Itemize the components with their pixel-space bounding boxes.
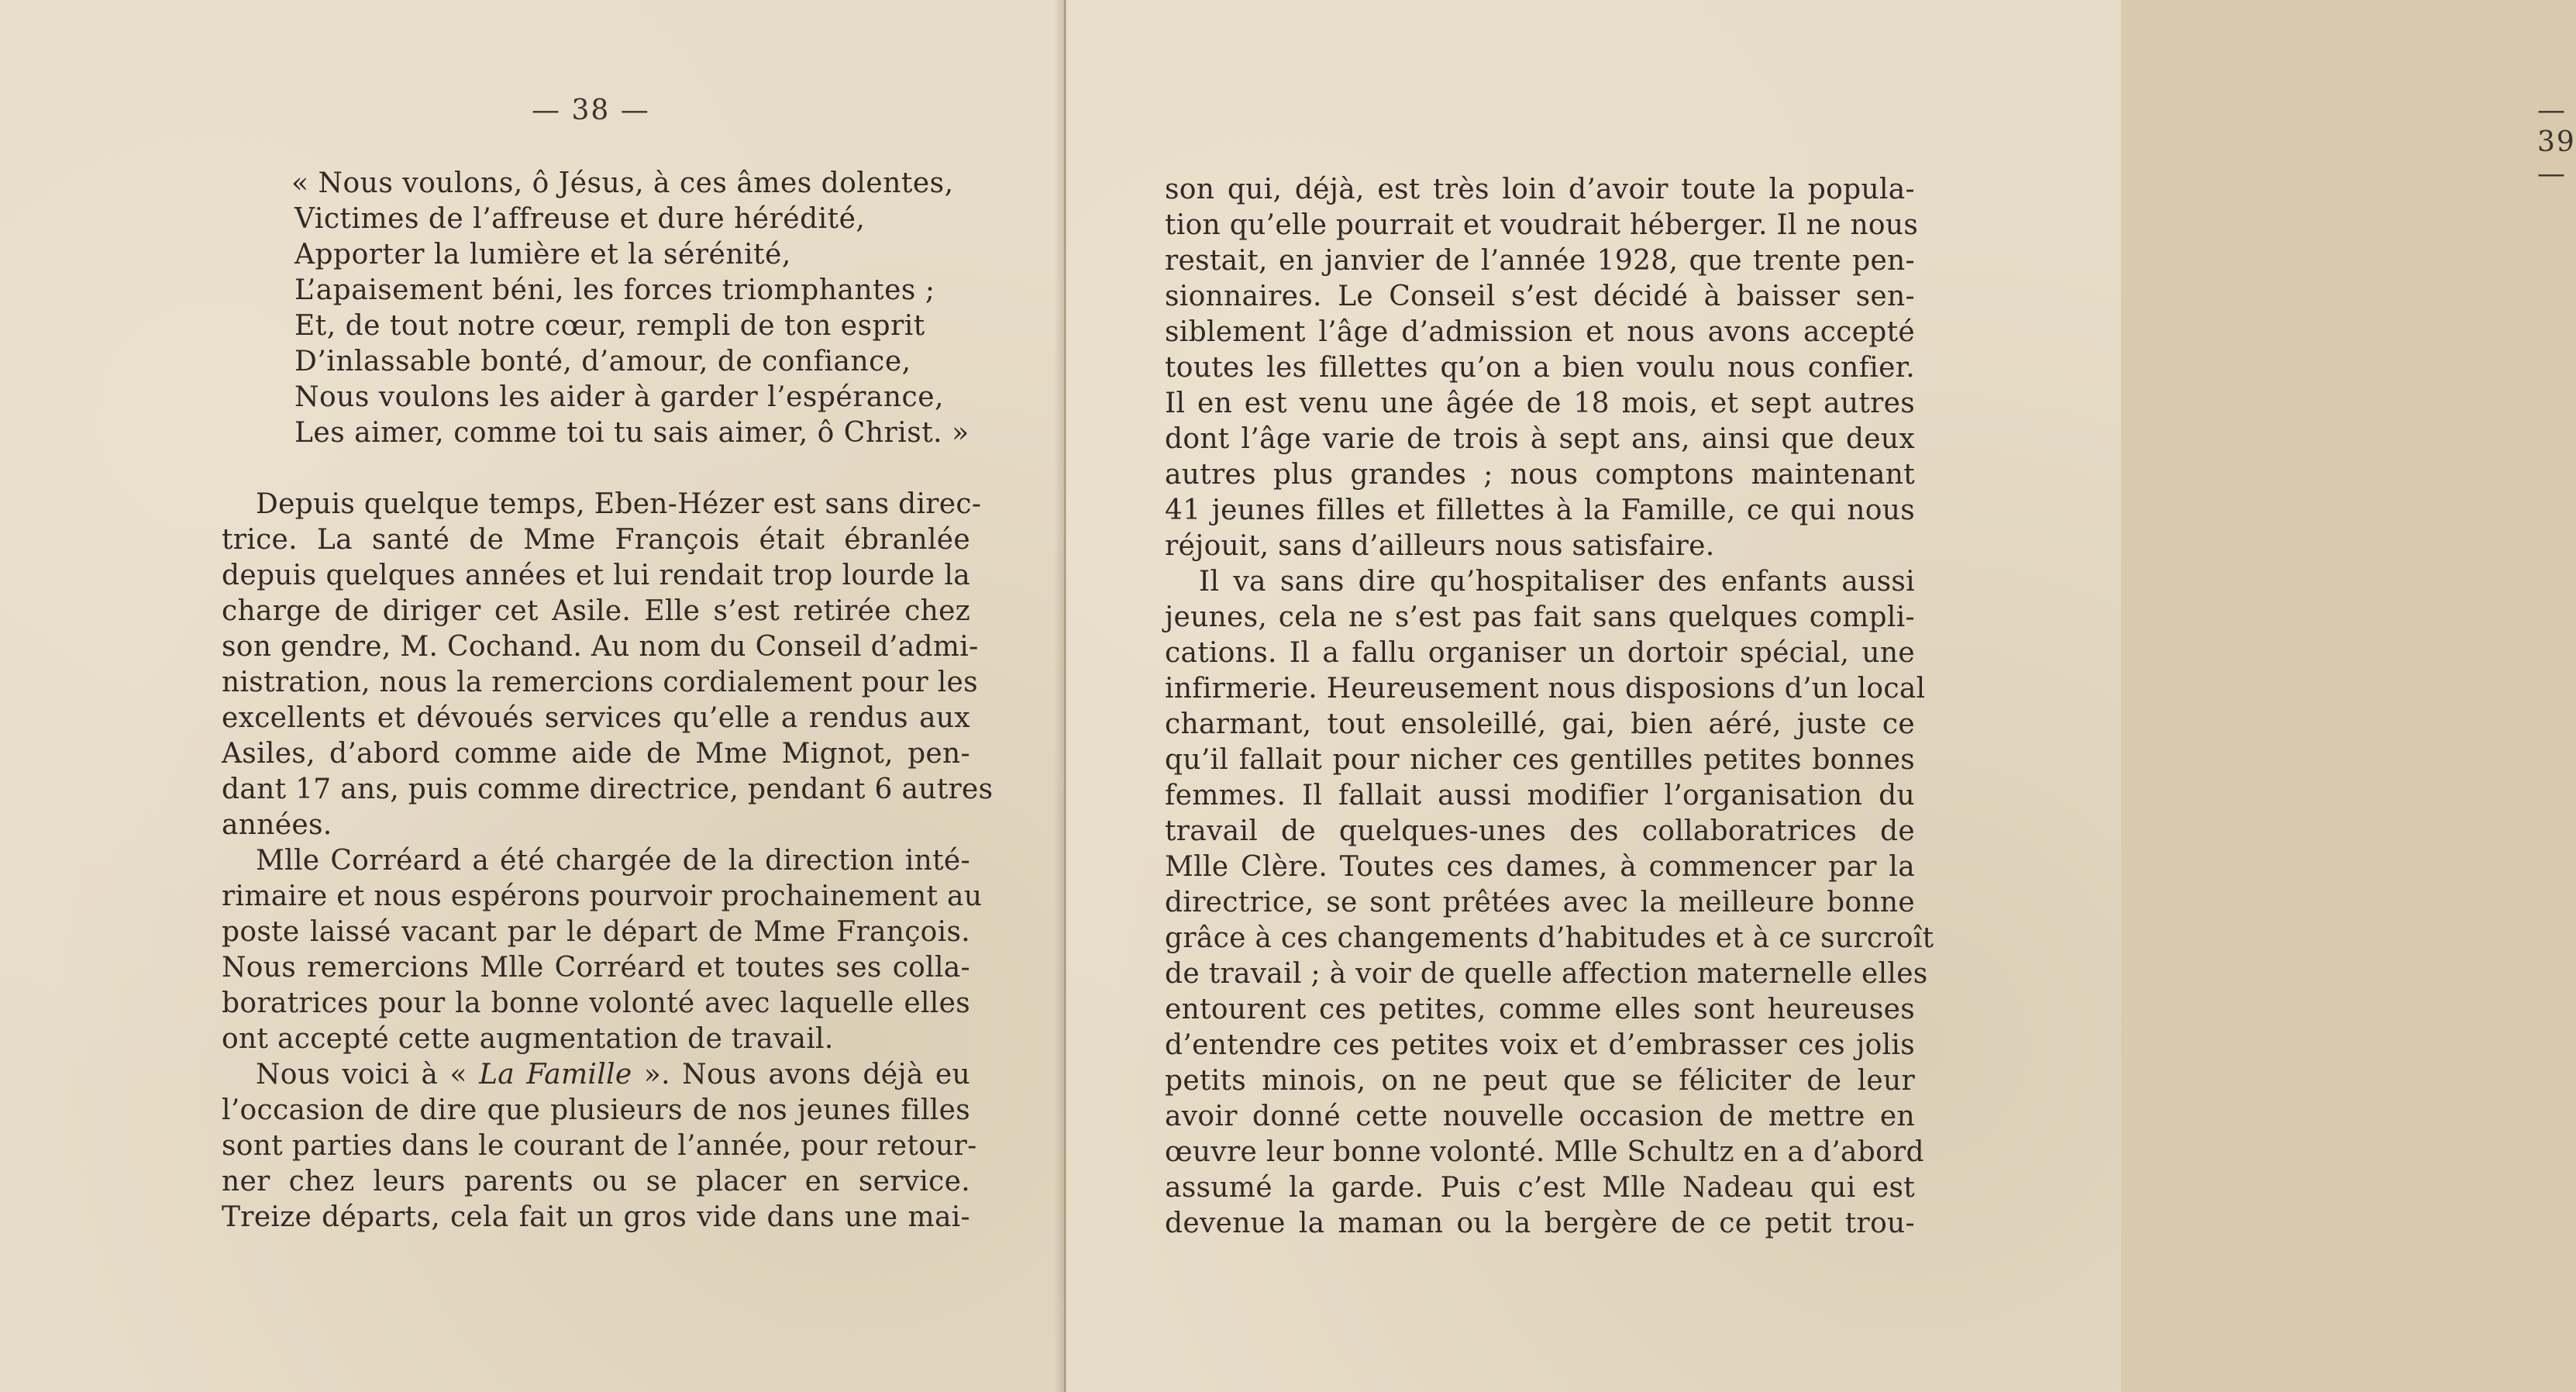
text-line: rimaire et nous espérons pourvoir prochainement au — [222, 880, 983, 912]
text-line: Depuis quelque temps, Eben-Hézer est sans direc- — [256, 488, 982, 520]
text-fragment: Nous voici à « — [256, 1059, 480, 1091]
text-line: sont parties dans le courant de l’année, pour retour- — [222, 1130, 977, 1162]
page-number-right: — 39 — — [2537, 95, 2576, 190]
text-line: réjouit, sans d’ailleurs nous satisfaire. — [1165, 530, 1715, 562]
right-body-text — [1165, 172, 1934, 1242]
text-line: Treize départs, cela fait un gros vide dans une mai- — [222, 1201, 970, 1233]
text-line: qu’il fallait pour nicher ces gentilles petites bonnes — [1165, 744, 1915, 776]
text-line: petits minois, on ne peut que se féliciter de leur — [1165, 1065, 1915, 1097]
left-body-text — [222, 487, 994, 1235]
text-line: autres plus grandes ; nous comptons maintenant — [1165, 459, 1915, 491]
text-line: devenue la maman ou la bergère de ce petit trou- — [1165, 1208, 1915, 1239]
text-line: grâce à ces changements d’habitudes et à ce surcroît — [1165, 922, 1934, 954]
poem-line: Victimes de l’affreuse et dure hérédité, — [294, 203, 866, 235]
text-line: charge de diriger cet Asile. Elle s’est retirée chez — [222, 595, 970, 627]
text-line: d’entendre ces petites voix et d’embrasser ces jolis — [1165, 1029, 1915, 1061]
text-line: sionnaires. Le Conseil s’est décidé à baisser sen- — [1165, 281, 1915, 312]
text-line: femmes. Il fallait aussi modifier l’organisation du — [1165, 780, 1915, 811]
text-line: Nous remercions Mlle Corréard et toutes ses colla- — [222, 952, 970, 984]
text-line: l’occasion de dire que plusieurs de nos jeunes filles — [222, 1094, 970, 1126]
text-line: ner chez leurs parents ou se placer en service. — [222, 1166, 970, 1197]
text-line: Mlle Corréard a été chargée de la direction inté- — [256, 845, 970, 877]
text-line: de travail ; à voir de quelle affection maternelle elles — [1165, 958, 1928, 990]
text-line: ont accepté cette augmentation de travail. — [222, 1023, 834, 1055]
text-line: Il va sans dire qu’hospitaliser des enfants aussi — [1199, 566, 1915, 598]
text-line: avoir donné cette nouvelle occasion de mettre en — [1165, 1101, 1915, 1132]
text-line-mixed — [222, 1057, 970, 1093]
poem-line: Apporter la lumière et la sérénité, — [294, 239, 791, 270]
text-line: restait, en janvier de l’année 1928, que trente pen- — [1165, 245, 1915, 277]
text-line: excellents et dévoués services qu’elle a rendus aux — [222, 702, 970, 734]
text-line: toutes les fillettes qu’on a bien voulu nous confier. — [1165, 352, 1915, 384]
text-line: infirmerie. Heureusement nous disposions d’un local — [1165, 673, 1926, 705]
text-line: trice. La santé de Mme François était ébranlée — [222, 524, 970, 556]
text-line: années. — [222, 809, 332, 841]
poem-line: « Nous voulons, ô Jésus, à ces âmes dolentes, — [291, 167, 954, 199]
text-fragment: ». Nous avons déjà eu — [632, 1059, 971, 1091]
text-line: Mlle Clère. Toutes ces dames, à commencer par la — [1165, 851, 1915, 883]
text-line: nistration, nous la remercions cordialement pour les — [222, 667, 978, 698]
poem-line: Et, de tout notre cœur, rempli de ton esprit — [294, 310, 925, 342]
text-line: boratrices pour la bonne volonté avec laquelle elles — [222, 987, 970, 1019]
text-line: travail de quelques-unes des collaboratrices de — [1165, 815, 1915, 847]
text-line: cations. Il a fallu organiser un dortoir spécial, une — [1165, 637, 1915, 669]
text-line: son gendre, M. Cochand. Au nom du Conseil d’admi- — [222, 631, 979, 663]
text-line: directrice, se sont prêtées avec la meilleure bonne — [1165, 887, 1915, 918]
text-line: Il en est venu une âgée de 18 mois, et sept autres — [1165, 388, 1915, 419]
text-line: Asiles, d’abord comme aide de Mme Mignot, pen- — [222, 738, 970, 770]
text-line: poste laissé vacant par le départ de Mme François. — [222, 916, 970, 948]
text-line: siblement l’âge d’admission et nous avons accepté — [1165, 316, 1915, 348]
text-line: son qui, déjà, est très loin d’avoir toute la popula- — [1165, 174, 1915, 205]
text-line: œuvre leur bonne volonté. Mlle Schultz en a d’abord — [1165, 1136, 1924, 1168]
poem-line: D’inlassable bonté, d’amour, de confiance, — [294, 346, 911, 377]
text-line: charmant, tout ensoleillé, gai, bien aéré, juste ce — [1165, 708, 1915, 740]
text-line: tion qu’elle pourrait et voudrait héberger. Il ne nous — [1165, 209, 1919, 241]
text-line: dont l’âge varie de trois à sept ans, ainsi que deux — [1165, 423, 1915, 455]
poem-stanza — [291, 166, 989, 451]
text-line: jeunes, cela ne s’est pas fait sans quelques compli- — [1165, 601, 1915, 633]
text-line: assumé la garde. Puis c’est Mlle Nadeau qui est — [1165, 1172, 1915, 1204]
poem-line: L’apaisement béni, les forces triomphantes ; — [294, 274, 935, 306]
text-line: dant 17 ans, puis comme directrice, pendant 6 autres — [222, 774, 994, 805]
text-line: 41 jeunes filles et fillettes à la Famille, ce qui nous — [1165, 494, 1915, 526]
left-page — [0, 0, 1066, 1392]
text-line: entourent ces petites, comme elles sont heureuses — [1165, 994, 1915, 1025]
text-line: depuis quelques années et lui rendait trop lourde la — [222, 560, 970, 591]
italic-title: La Famille — [479, 1059, 632, 1091]
page-number-left: — 38 — — [532, 95, 650, 126]
poem-line: Les aimer, comme toi tu sais aimer, ô Christ. » — [294, 417, 969, 449]
poem-line: Nous voulons les aider à garder l’espérance, — [294, 381, 944, 413]
